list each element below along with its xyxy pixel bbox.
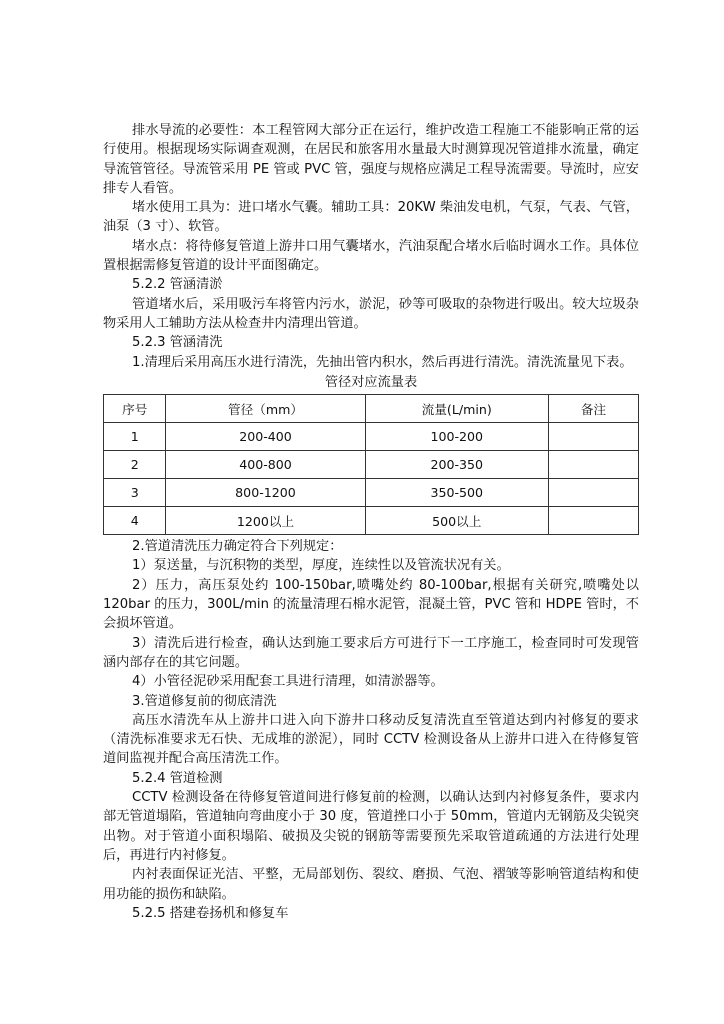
cell-index: 2 — [104, 451, 166, 479]
cell-diameter: 400-800 — [166, 451, 365, 479]
flow-table — [103, 394, 639, 535]
cell-remarks — [548, 507, 638, 535]
table-caption: 管径对应流量表 — [324, 374, 418, 390]
paragraph-cctv-inspection: CCTV 检测设备在待修复管道间进行修复前的检测，以确认达到内衬修复条件，要求内部无管道塌陷，管道轴向弯曲度小于 30 度，管道挫口小于 50mm，管道内无钢筋及尖锐突出物。对于管道小面积塌陷、破损及尖锐的钢筋等需要预先采取管道疏通的方法进行处理后，再进行内衬修复。 — [103, 790, 639, 863]
header-diameter: 管径（mm） — [166, 395, 365, 423]
cell-remarks — [548, 451, 638, 479]
paragraph-pressure-rules: 2.管道清洗压力确定符合下列规定： — [132, 539, 343, 555]
document-body — [103, 121, 639, 923]
cell-remarks — [548, 423, 638, 451]
header-remarks: 备注 — [548, 395, 638, 423]
section-heading-5-2-3: 5.2.3 管涵清洗 — [132, 335, 223, 351]
paragraph-plugging-point: 堵水点：将待修复管道上游井口用气囊堵水，汽油泵配合堵水后临时调水工作。具体位置根据需修复管道的设计平面图确定。 — [103, 238, 639, 274]
paragraph-plugging-tools: 堵水使用工具为：进口堵水气囊。辅助工具：20KW 柴油发电机，气泵，气表、气管，油泵（3 寸）、软管。 — [103, 200, 639, 235]
paragraph-high-pressure-cleaning: 高压水清洗车从上游井口进入向下游井口移动反复清洗直至管道达到内衬修复的要求（清洗标准要求无石快、无成堆的淤泥），同时 CCTV 检测设备从上游井口进入在待修复管道间监视并配合高压清洗工作。 — [103, 712, 639, 767]
cell-index: 1 — [104, 423, 166, 451]
cell-flow: 100-200 — [365, 423, 548, 451]
list-item-pressure: 2）压力，高压泵处约 100-150bar,喷嘴处约 80-100bar,根据有关研究,喷嘴处以 120bar 的压力，300L/min 的流量清理石棉水泥管，混凝土管，PVC 管和 HDPE 管时，不会损坏管道。 — [103, 577, 639, 632]
table-header-row — [104, 395, 639, 423]
list-item-small-pipe: 4）小管径泥砂采用配套工具进行清理，如清淤器等。 — [132, 674, 444, 690]
list-item-inspection: 3）清洗后进行检查，确认达到施工要求后方可进行下一工序施工，检查同时可发现管涵内部存在的其它问题。 — [103, 635, 639, 670]
cell-remarks — [548, 479, 638, 507]
header-flow: 流量(L/min) — [365, 395, 548, 423]
table-row — [104, 423, 639, 451]
section-heading-5-2-2: 5.2.2 管涵清淤 — [132, 277, 223, 293]
section-heading-5-2-5: 5.2.5 搭建卷扬机和修复车 — [132, 905, 289, 921]
list-item-pump-volume: 1）泵送量，与沉积物的类型，厚度，连续性以及管流状况有关。 — [132, 558, 510, 574]
paragraph-lining-surface: 内衬表面保证光洁、平整，无局部划伤、裂纹、磨损、气泡、褶皱等影响管道结构和使用功能的损伤和缺陷。 — [103, 867, 639, 902]
paragraph-cleaning-step-1: 1.清理后采用高压水进行清洗，先抽出管内积水，然后再进行清洗。清洗流量见下表。 — [132, 354, 633, 370]
cell-diameter: 200-400 — [166, 423, 365, 451]
table-row — [104, 451, 639, 479]
paragraph-dredging: 管道堵水后，采用吸污车将管内污水，淤泥，砂等可吸取的杂物进行吸出。较大垃圾杂物采用人工辅助方法从检查井内清理出管道。 — [103, 296, 639, 331]
table-row — [104, 507, 639, 535]
header-index: 序号 — [104, 395, 166, 423]
section-heading-5-2-4: 5.2.4 管道检测 — [132, 770, 223, 786]
cell-index: 3 — [104, 479, 166, 507]
cell-flow: 500以上 — [365, 507, 548, 535]
paragraph-thorough-cleaning-heading: 3.管道修复前的彻底清洗 — [132, 693, 277, 709]
cell-flow: 200-350 — [365, 451, 548, 479]
cell-diameter: 1200以上 — [166, 507, 365, 535]
cell-diameter: 800-1200 — [166, 479, 365, 507]
cell-flow: 350-500 — [365, 479, 548, 507]
cell-index: 4 — [104, 507, 166, 535]
table-row — [104, 479, 639, 507]
paragraph-drainage-necessity: 排水导流的必要性：本工程管网大部分正在运行，维护改造工程施工不能影响正常的运行使用。根据现场实际调查观测，在居民和旅客用水量最大时测算现况管道排水流量，确定导流管管径。导流管采用 PE 管或 PVC 管，强度与规格应满足工程导流需要。导流时，应安排专人看管。 — [103, 123, 639, 196]
